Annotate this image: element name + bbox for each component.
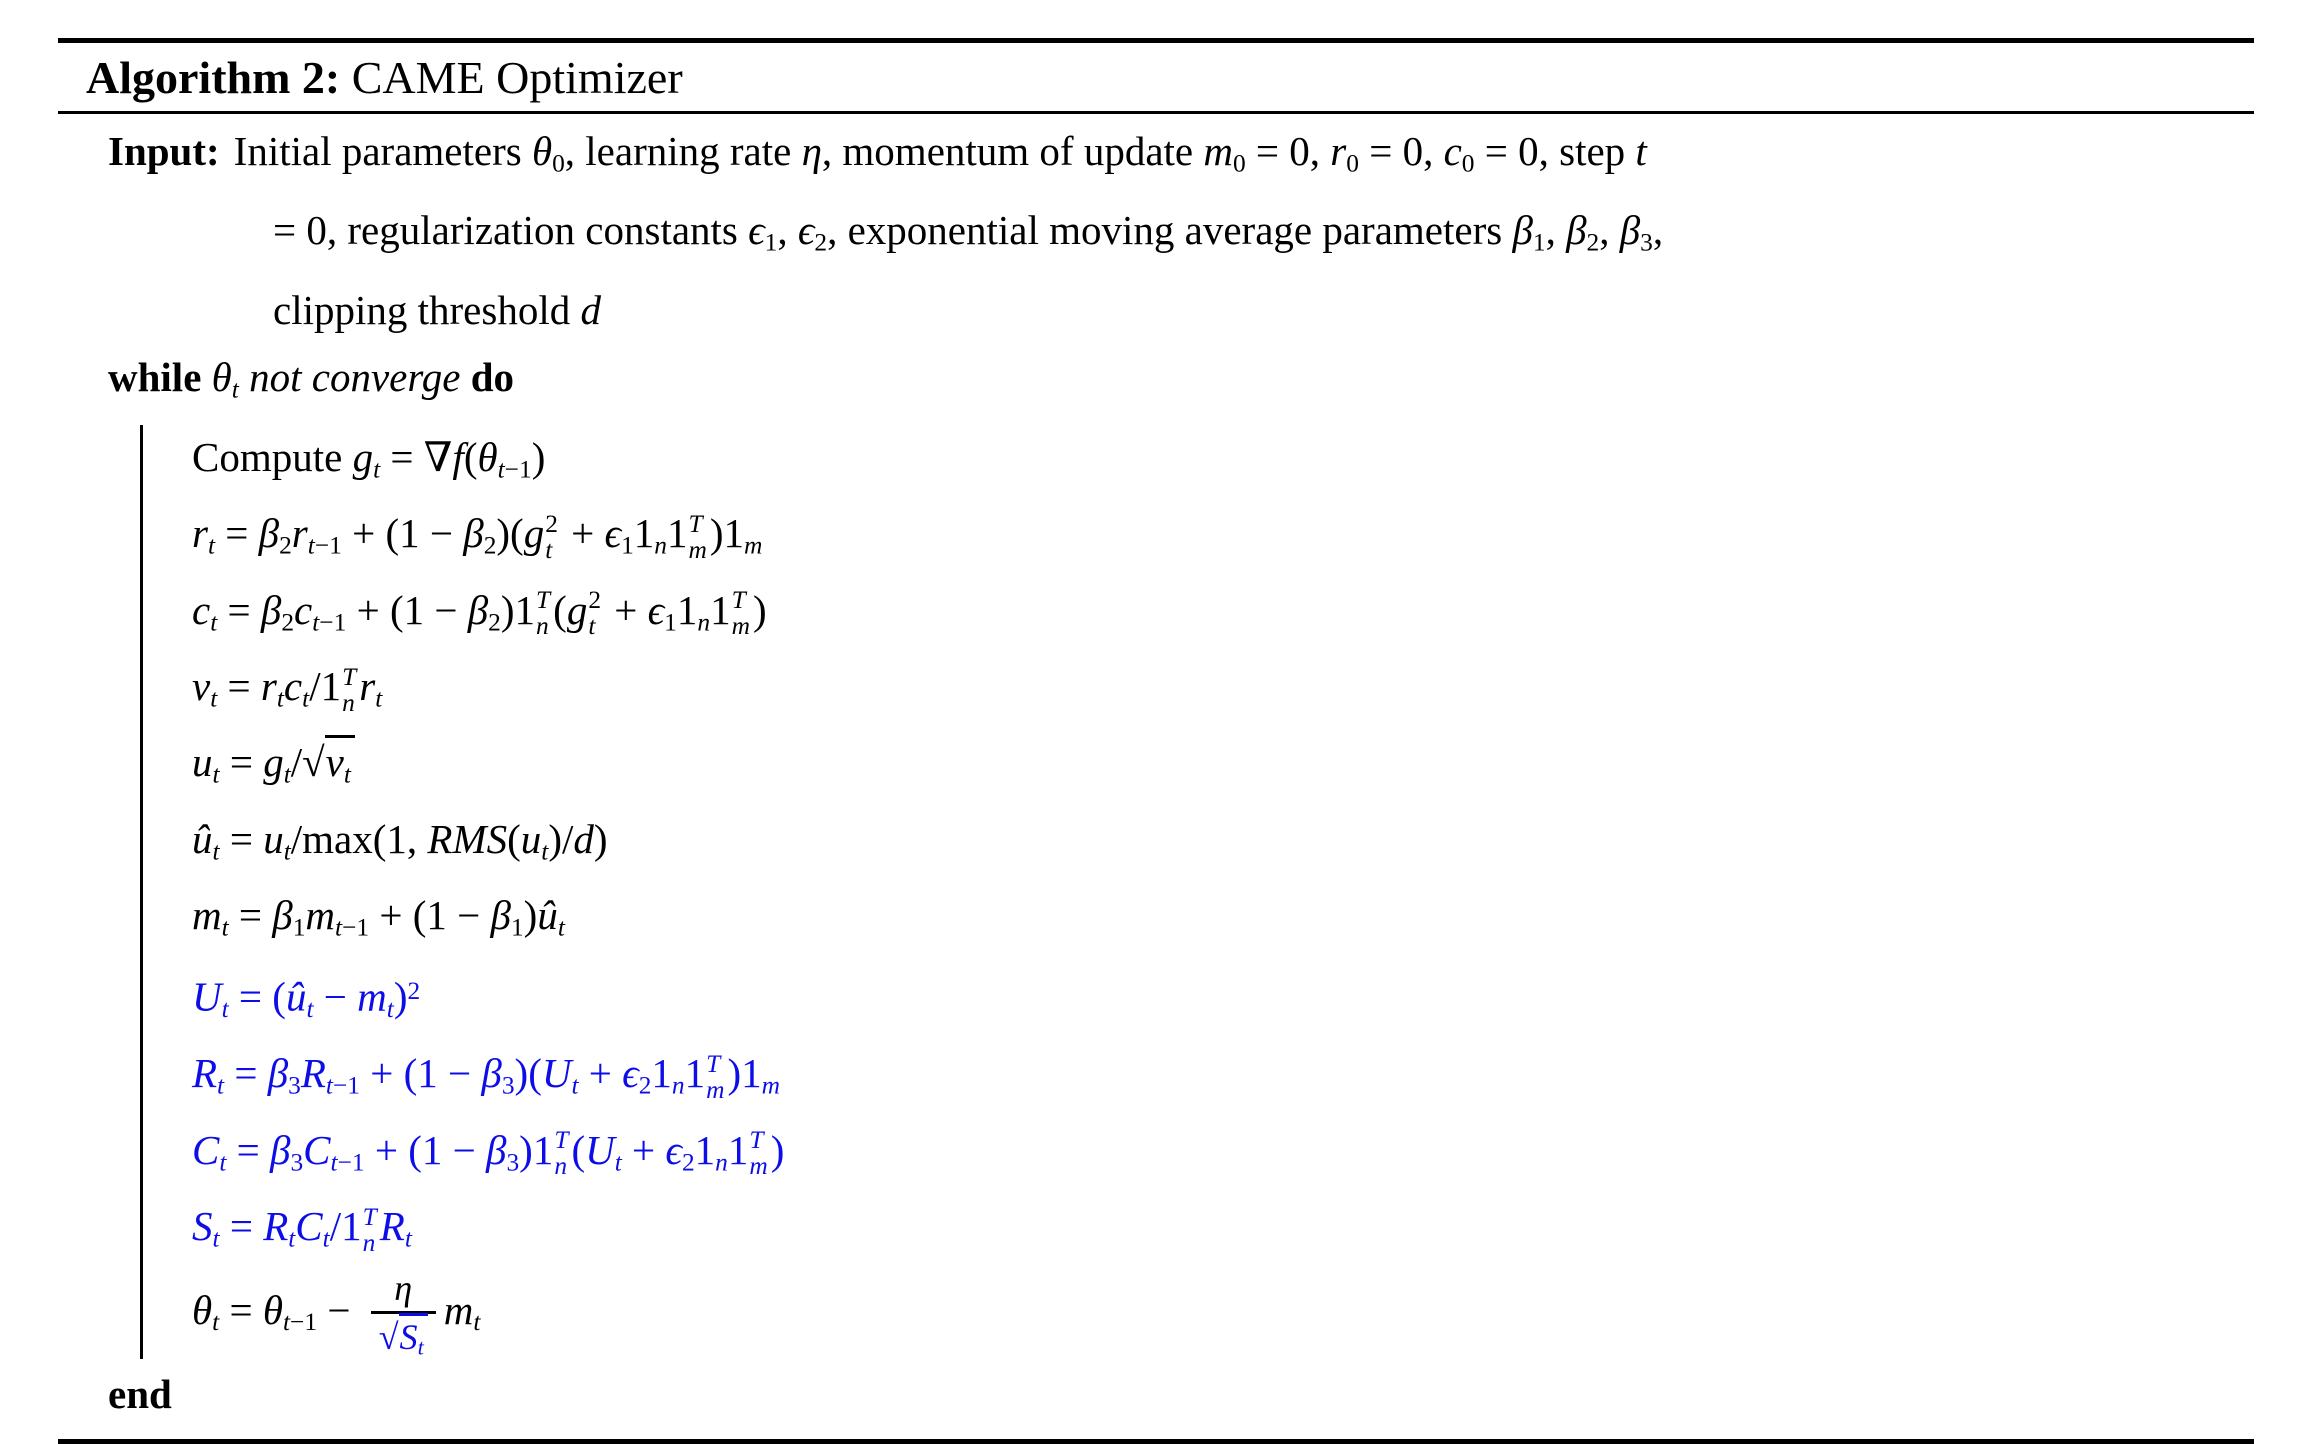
step-param-update-theta: $\theta_t = \theta_{t-1}$ − $\frac{\eta}{√S_t}$ $m_t$ — [192, 1268, 481, 1360]
input-line-1 — [108, 118, 2254, 197]
step-conf-St: $S_t = R_tC_t/1$ T n $R_t$ — [192, 1202, 412, 1257]
input-line-2: = 0, regularization constants $\epsilon_1$, $\epsilon_2$, exponential moving average parameters $\beta_1$, $\beta_2$, $\beta_3$, — [273, 207, 1664, 257]
end-keyword: end — [108, 1371, 172, 1418]
step-second-moment-vt: $v_t = r_tc_t/1$ T n $r_t$ — [192, 662, 383, 717]
while-statement — [108, 344, 2254, 423]
loop-body — [140, 425, 2254, 1359]
step-row-mean-rt: $r_t = \beta_2r_{t-1} + (1 - \beta_2)(g$ 2 t + $\epsilon_11_n1$ T m )$1_m$ — [192, 510, 763, 564]
input-line-3: clipping threshold d — [273, 286, 601, 333]
input-block — [108, 118, 2254, 344]
bottom-rule — [58, 1439, 2254, 1444]
while-keyword: while — [108, 353, 202, 400]
step-clipped-ut: $û_t = u_t/\max(1$, $RMS(u_t)/d$) — [192, 815, 608, 866]
step-update-ut: $u_t = g_t/√v_t$ — [192, 730, 2254, 806]
algorithm-body — [58, 114, 2254, 1429]
do-keyword: do — [470, 353, 515, 400]
step-instability-Ut: $U_t$ = $(û_t - m_t)^2$ — [192, 973, 421, 1024]
step-momentum-mt: $m_t = \beta_1m_{t-1} + (1$ − $\beta_1)û_t$ — [192, 892, 565, 942]
algorithm-name: CAME Optimizer — [340, 52, 683, 103]
step-compute-gradient: Compute $g_t = \nabla f(\theta_{t-1})$ — [192, 434, 546, 484]
algorithm-box — [58, 38, 2254, 1444]
step-row-conf-Rt: $R_t = \beta_3R_{t-1} + (1 - \beta_3)(U_t + \epsilon_21_n1$ T m )$1_m$ — [192, 1049, 780, 1104]
step-col-conf-Ct: $C_t = \beta_3C_{t-1} + (1 - \beta_3)1$ T n ($U_t + \epsilon_21_n1$ T m ) — [192, 1126, 785, 1181]
input-keyword: Input: — [108, 128, 220, 174]
step-col-mean-ct: $c_t = \beta_2c_{t-1} + (1 - \beta_2)1$ T n (g 2 t + $\epsilon_11_n1$ T m ) — [192, 586, 767, 641]
while-condition: $\theta_t$ not converge — [211, 353, 461, 404]
algorithm-title — [58, 43, 2254, 111]
input-line-1-text: Initial parameters $\theta_0$, learning rate η, momentum of update $m_0 = 0$, $r_0 = 0$, $c_0 = 0$, step t — [233, 128, 1647, 178]
algorithm-number-label: Algorithm 2: — [86, 52, 341, 103]
